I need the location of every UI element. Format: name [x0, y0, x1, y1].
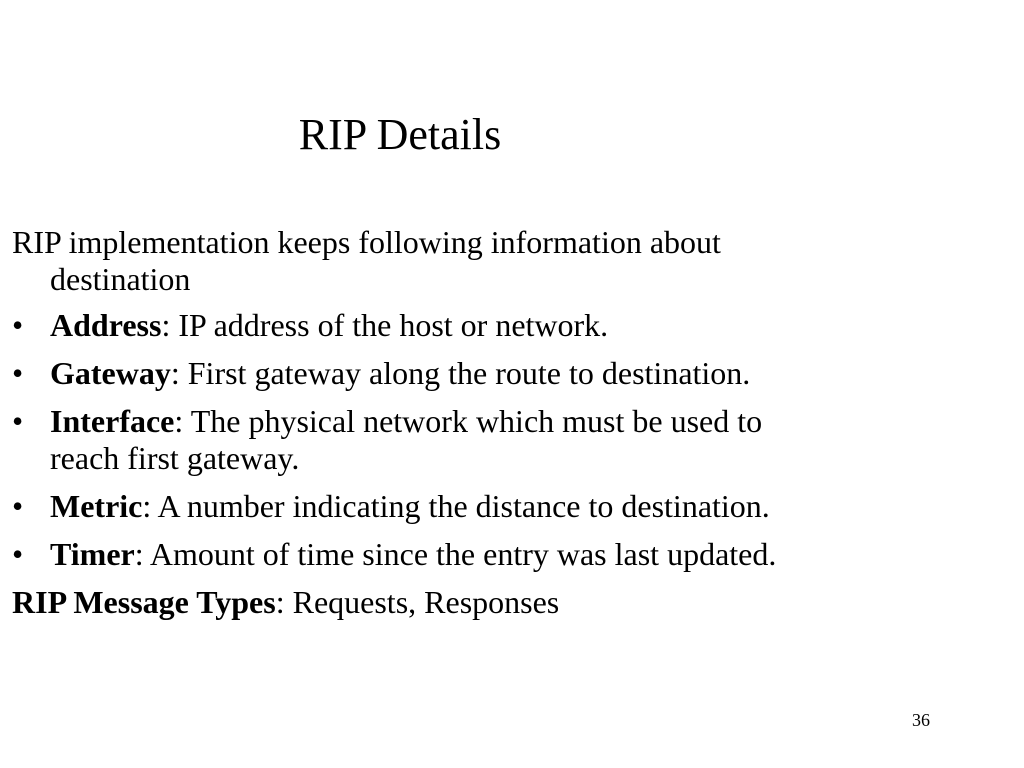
message-types-line: [12, 584, 832, 621]
page-number: 36: [912, 710, 930, 730]
item-term: Address: [50, 307, 162, 343]
item-separator: :: [142, 488, 152, 524]
item-separator: :: [134, 536, 144, 572]
bullet-icon: •: [12, 307, 24, 343]
item-term: Timer: [50, 536, 135, 572]
item-description: The physical network which must be used to reach first gateway.: [50, 403, 763, 476]
item-description: A number indicating the distance to destination.: [151, 488, 770, 524]
bullet-icon: •: [12, 355, 24, 391]
item-description: IP address of the host or network.: [170, 307, 609, 343]
item-term: Metric: [50, 488, 143, 524]
bullet-list: [12, 307, 832, 573]
slide-body: [12, 224, 832, 621]
item-term: Interface: [50, 403, 175, 439]
intro-text: RIP implementation keeps following information about destination: [12, 224, 721, 297]
list-item-interface: [12, 403, 832, 477]
item-separator: :: [174, 403, 184, 439]
item-description: Amount of time since the entry was last updated.: [143, 536, 777, 572]
message-types-separator: :: [275, 584, 285, 620]
message-types-term: RIP Message Types: [12, 584, 276, 620]
bullet-icon: •: [12, 403, 24, 439]
message-types-text: Requests, Responses: [284, 584, 560, 620]
bullet-icon: •: [12, 536, 24, 572]
item-term: Gateway: [50, 355, 171, 391]
list-item-timer: [12, 536, 832, 573]
list-item-metric: [12, 488, 832, 525]
item-description: First gateway along the route to destination.: [179, 355, 751, 391]
list-item-gateway: [12, 355, 832, 392]
list-item-address: [12, 307, 832, 344]
item-separator: :: [170, 355, 180, 391]
item-separator: :: [161, 307, 171, 343]
slide-title: RIP Details: [298, 110, 502, 159]
bullet-icon: •: [12, 488, 24, 524]
